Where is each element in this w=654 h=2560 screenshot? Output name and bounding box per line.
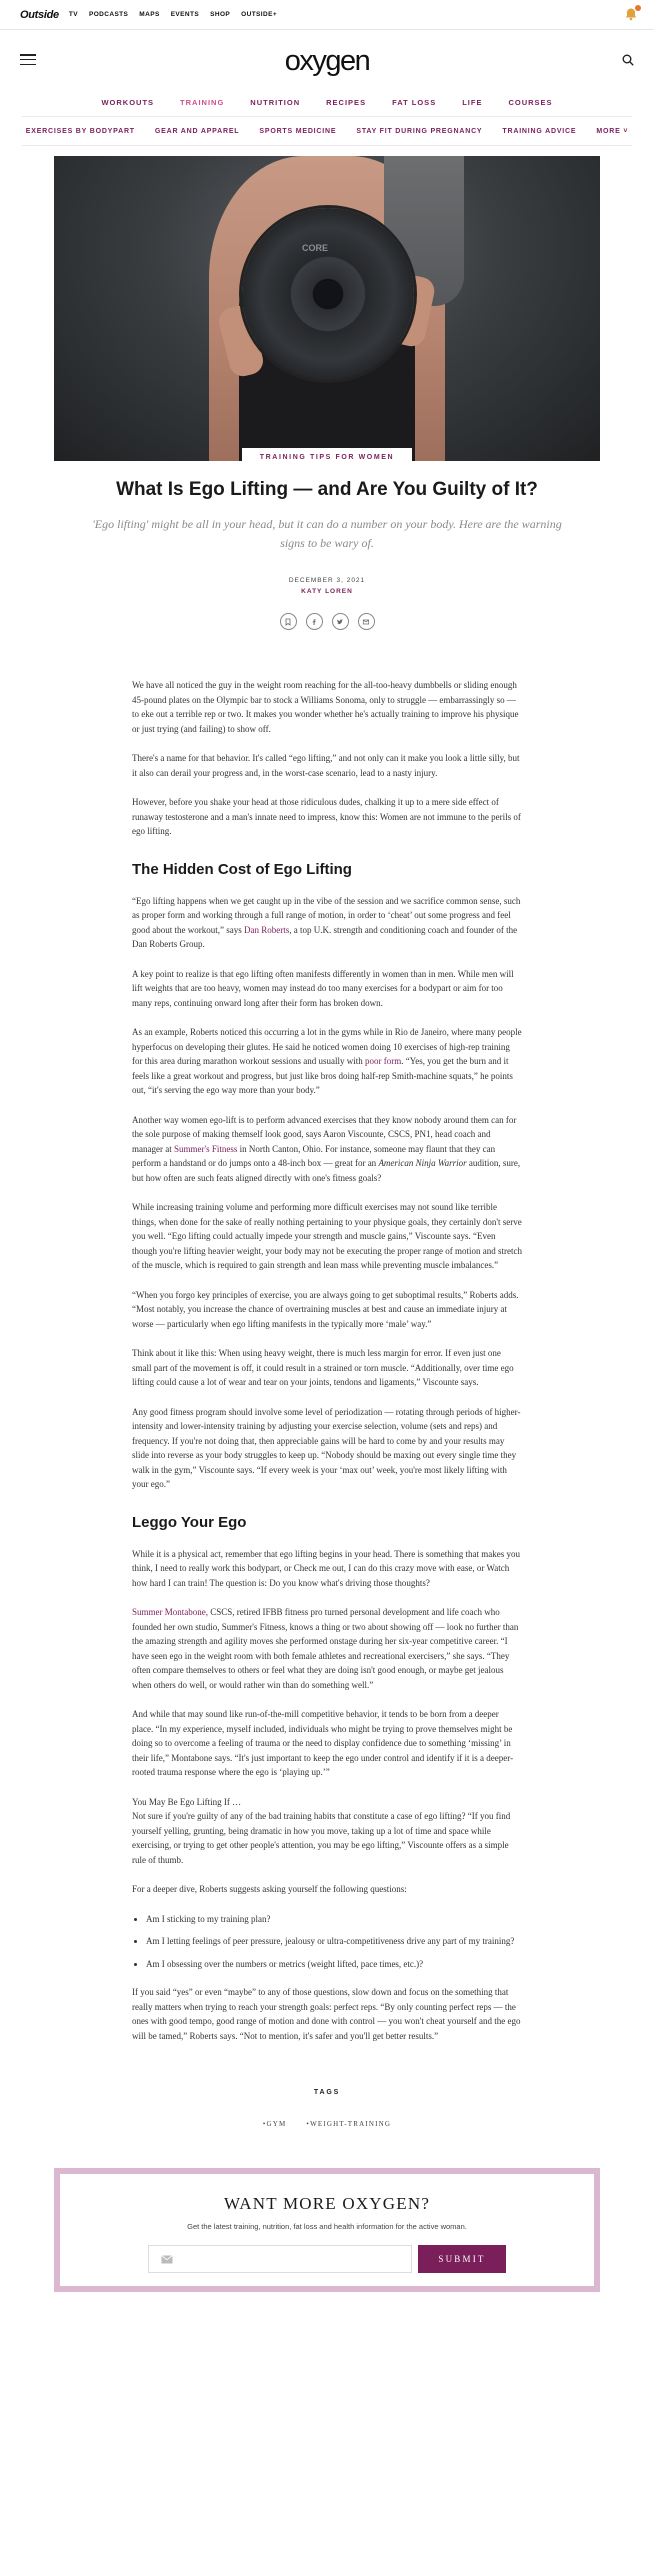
facebook-icon[interactable] [306, 613, 323, 630]
body-paragraph: A key point to realize is that ego lifting often manifests differently in women than in men. While men will lift weights that are too heavy, women may instead do too many exercises for a bodypart or aim for too many reps, continuing onward long after their form has broken down. [132, 968, 514, 1008]
list-item: • Am I obsessing over the numbers or metrics (weight lifted, pace times, etc.)? [146, 1957, 522, 1972]
article-body [132, 678, 522, 2043]
body-paragraph: For a deeper dive, Roberts suggests asking yourself the following questions: [132, 1884, 407, 1894]
body-paragraph: “When you forgo key principles of exercise, you are always going to get suboptimal results,” Roberts adds. “Most notably, you increase the chance of overtraining muscles at best and cause an immediate injury at worse — particularly when ego lifting manifests in the typically more ‘male’ way.” [132, 1289, 519, 1329]
nav-life[interactable]: LIFE [462, 97, 483, 107]
text-run: . “Yes, you get the burn and it feels like a great workout and progress, but just like bros doing half-rep Smith-machine squats,” he points out, “it's serving the ego way more than your body.” [132, 1056, 513, 1095]
topnav-outside-plus[interactable]: OUTSIDE+ [241, 11, 278, 18]
list-item: • Am I sticking to my training plan? [146, 1912, 522, 1927]
twitter-icon[interactable] [332, 613, 349, 630]
text-run: in North Canton, Ohio. For instance, someone may flaunt that they can perform a handstand or do jumps onto a 48-inch box — great for an [132, 1143, 496, 1168]
body-paragraph: We have all noticed the guy in the weight room reaching for the all-too-heavy dumbbells or sliding enough 45-pound plates on the Olympic bar to stock a Williams Sonoma, only to struggle — embarrassingly so — to eke out a terrible rep or two. It makes you wonder whether he's actually training to improve his physique or just trying (and failing) to show off. [132, 680, 519, 734]
topnav-maps[interactable]: MAPS [139, 11, 160, 18]
text-run: Another way women ego-lift is to perform advanced exercises that they know nobody around them can for the sole purpose of making themself look good, says Aaron Viscounte, CSCS, PN1, head coach and manager at [132, 1114, 517, 1154]
plate-logo: CORE [302, 243, 329, 253]
kicker-wrap [0, 446, 654, 467]
subnav-training-advice[interactable]: TRAINING ADVICE [502, 127, 577, 135]
email-field[interactable] [148, 2245, 412, 2273]
subnav-exercises-by-bodypart[interactable]: EXERCISES BY BODYPART [25, 127, 135, 135]
bookmark-icon[interactable] [280, 613, 297, 630]
nav-nutrition[interactable]: NUTRITION [250, 97, 301, 107]
body-paragraph: While it is a physical act, remember that ego lifting begins in your head. There is something that makes you think, I need to really work this bodypart, or Check me out, I can do this crazy move with ease, or Watch how hard I can train! The question is: Do you know what's driving those thoughts? [132, 1548, 520, 1588]
subnav-sports-medicine[interactable]: SPORTS MEDICINE [259, 127, 337, 135]
body-paragraph: There's a name for that behavior. It's called “ego lifting,” and not only can it make you look a little silly, but it also can derail your progress and, in the worst-case scenario, lead to a nasty injury. [132, 753, 520, 778]
body-paragraph [132, 1113, 522, 1186]
body-paragraph: If you said “yes” or even “maybe” to any of those questions, slow down and focus on the something that really matters when trying to reach your strength goals: perfect reps. “By only counting perfect reps — the ones with good tempo, good range of motion and done with control — you won't cheat yourself and the ego will be tamed,” Roberts says. “Not to mention, it's safer and you'll get better results.” [132, 1987, 521, 2041]
text-run: audition, sure, but how often are such feats aligned directly with one's fitness goals? [132, 1158, 521, 1183]
hero-image [54, 156, 600, 461]
tag-list [0, 2120, 654, 2128]
section-heading: Leggo Your Ego [132, 1513, 247, 1531]
tag-weight-training[interactable]: • WEIGHT-TRAINING [306, 2120, 391, 2128]
questions-list [132, 1912, 522, 1972]
tag-gym[interactable]: • GYM [263, 2120, 287, 2128]
hamburger-menu-icon[interactable] [20, 54, 36, 65]
category-kicker[interactable]: TRAINING TIPS FOR WOMEN [242, 448, 412, 467]
subnav-gear-and-apparel[interactable]: GEAR AND APPAREL [154, 127, 240, 135]
list-item: • Am I letting feelings of peer pressure, jealousy or ultra-competitiveness drive any part of my training? [146, 1934, 522, 1949]
topnav-tv[interactable]: TV [68, 11, 78, 18]
text-run: “Ego lifting happens when we get caught up in the vibe of the session and we sacrifice common sense, such as proper form and working through a full range of motion, in order to ‘cheat’ out some progress and feel good about the workout,” says [132, 895, 521, 935]
subnav-more-dropdown[interactable]: MORE ˅ [596, 127, 629, 135]
body-paragraph: Any good fitness program should involve some level of periodization — rotating through periods of higher-intensity and lower-intensity training by adjusting your exercise selection, volume (sets and reps) and frequency. If you're not doing that, then appreciable gains will be hard to come by and your results may slide into reverse as your body struggles to keep up. “Nobody should be maxing out every single time they walk in the gym,” Viscounte says. “If every week is your ‘max out’ week, you're most likely lifting with your ego.” [132, 1406, 521, 1489]
body-paragraph: Not sure if you're guilty of any of the bad training habits that constitute a case of ego lifting? “If you find yourself yelling, grunting, being dramatic in how you move, taking up a lot of time and space while exercising, or trying to get other people's attention, you may be ego lifting,” Viscounte offers as a simple rule of thumb. [132, 1811, 511, 1865]
newsletter-signup [54, 2168, 600, 2292]
nav-courses[interactable]: COURSES [508, 97, 553, 107]
subnav-stay-fit-pregnancy[interactable]: STAY FIT DURING PREGNANCY [356, 127, 483, 135]
site-header [0, 30, 654, 88]
publish-date: DECEMBER 3, 2021 [288, 577, 366, 584]
newsletter-subtitle: Get the latest training, nutrition, fat loss and health information for the active woman. [187, 2222, 467, 2231]
body-paragraph: And while that may sound like run-of-the-mill competitive behavior, it tends to be born from a deeper place. “In my experience, myself included, individuals who might be trying to prove themselves might be doing so to overcome a feeling of trauma or the need to display confidence due to something ‘missing’ in their life,” Montabone says. “It's just important to keep the ego under control and identify if it is a deeper-rooted trauma response where the ego is ‘playing up.’” [132, 1709, 514, 1777]
body-paragraph: You May Be Ego Lifting If … [132, 1796, 242, 1807]
primary-nav [0, 88, 654, 116]
body-paragraph [132, 1025, 522, 1098]
text-run: , a top U.K. strength and conditioning coach and founder of the Dan Roberts Group. [132, 924, 518, 949]
body-paragraph: However, before you shake your head at those ridiculous dudes, chalking it up to a mere side effect of runaway testosterone and a man's innate need to impress, know this: Women are not immune to the perils of ego lifting. [132, 797, 521, 836]
link-summers-fitness[interactable]: Summer's Fitness [173, 1143, 238, 1154]
envelope-icon [161, 2255, 173, 2264]
text-run: As an example, Roberts noticed this occurring a lot in the gyms while in Rio de Janeiro, where many people hyperfocus on developing their glutes. He said he noticed women doing 10 exercises of high-rep training for this area during marathon workout sessions and usually with [132, 1027, 522, 1066]
plate-hole [314, 280, 342, 308]
oxygen-logo[interactable]: oxygen [284, 44, 370, 77]
topnav-events[interactable]: EVENTS [170, 11, 200, 18]
author-byline[interactable]: KATY LOREN [301, 588, 353, 595]
outside-nav [69, 11, 277, 18]
nav-fat-loss[interactable]: FAT LOSS [392, 97, 437, 107]
nav-workouts[interactable]: WORKOUTS [101, 97, 155, 107]
body-paragraph: Think about it like this: When using heavy weight, there is much less margin for error. If even just one small part of the movement is off, it could result in a strained or torn muscle. “Additionally, over time ego lifting could cause a lot of wear and tear on your joints, tendons and ligaments,” Viscounte says. [132, 1348, 514, 1387]
nav-training[interactable]: TRAINING [180, 97, 225, 107]
article-title: What Is Ego Lifting — and Are You Guilty of It? [116, 479, 538, 500]
text-run: , CSCS, retired IFBB fitness pro turned personal development and life coach who founded her own studio, Summer's Fitness, knows a thing or two about showing off — look no further than the amazing strength and agility moves she performed onstage during her six-year competitive career. “I have seen ego in the weight room with both female athletes and recreational exercisers,” she says. “They often compare themselves to others or feel what they are doing isn't good enough, or maybe get jealous when others do well, or would rather win than do something well.” [132, 1607, 519, 1690]
text-run-italic: American Ninja Warrior [378, 1158, 467, 1168]
outside-logo[interactable]: Outside [20, 8, 59, 21]
link-dan-roberts[interactable]: Dan Roberts [243, 924, 290, 935]
secondary-nav [22, 116, 632, 146]
newsletter-title: WANT MORE OXYGEN? [223, 2194, 431, 2213]
body-paragraph [132, 894, 522, 952]
link-summer-montabone[interactable]: Summer Montabone [132, 1607, 206, 1617]
section-heading: The Hidden Cost of Ego Lifting [132, 860, 352, 878]
link-poor-form[interactable]: poor form [364, 1056, 402, 1066]
newsletter-form [60, 2245, 594, 2273]
share-buttons [0, 613, 654, 630]
nav-recipes[interactable]: RECIPES [326, 97, 367, 107]
email-share-icon[interactable] [358, 613, 375, 630]
body-paragraph [132, 1605, 522, 1692]
tags-heading: TAGS [313, 2089, 341, 2096]
submit-button[interactable]: SUBMIT [418, 2245, 506, 2273]
notification-badge [635, 5, 641, 11]
topnav-shop[interactable]: SHOP [210, 11, 231, 18]
topnav-podcasts[interactable]: PODCASTS [88, 11, 129, 18]
article-dek: 'Ego lifting' might be all in your head, but it can do a number on your body. Here are the warning signs to be wary of. [92, 517, 562, 550]
weight-plate [242, 208, 414, 380]
outside-topbar [0, 0, 654, 30]
body-paragraph: While increasing training volume and performing more difficult exercises may not sound like terrible things, when done for the sake of really nothing pertaining to your physique goals, they certainly don't serve you well. “Ego lifting could actually impede your strength and muscle gains,” Viscounte says. “Even though you're lifting heavier weight, your body may not be executing the proper range of motion and stretch of the muscle, which is required to gain strength and lean mass while preventing muscle imbalances.” [132, 1202, 523, 1270]
notifications-bell-icon[interactable] [624, 7, 638, 21]
search-icon[interactable] [622, 53, 634, 65]
